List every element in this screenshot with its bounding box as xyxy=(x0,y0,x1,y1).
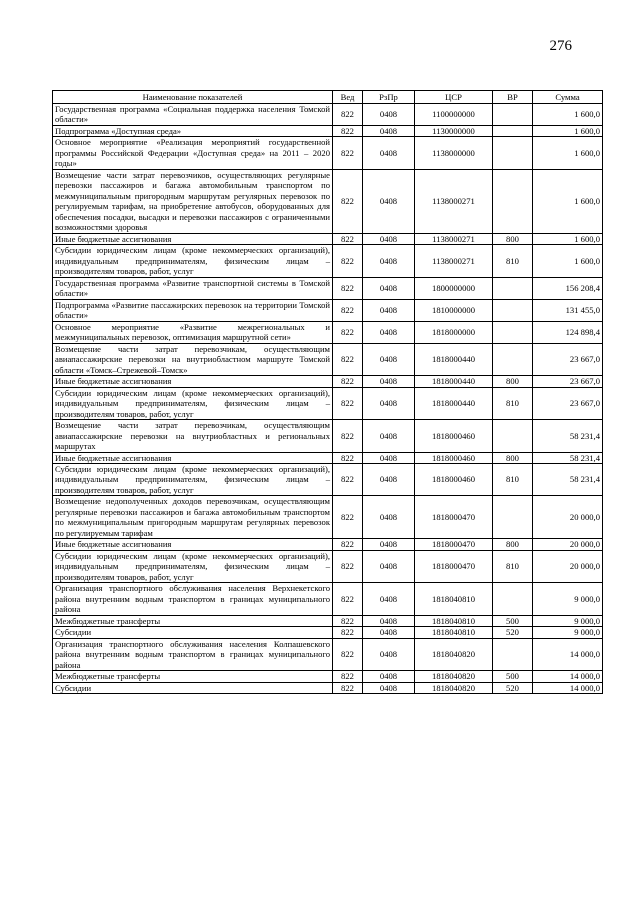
row-rzpr: 0408 xyxy=(363,496,415,539)
row-rzpr: 0408 xyxy=(363,104,415,126)
row-csr: 1810000000 xyxy=(415,299,493,321)
row-csr: 1818000460 xyxy=(415,420,493,452)
row-csr: 1138000271 xyxy=(415,169,493,233)
row-vr xyxy=(493,104,533,126)
row-rzpr: 0408 xyxy=(363,376,415,387)
table-row xyxy=(53,496,603,539)
row-name: Иные бюджетные ассигнования xyxy=(53,233,333,244)
row-vr xyxy=(493,583,533,615)
row-ved: 822 xyxy=(333,104,363,126)
table-row xyxy=(53,671,603,682)
header-sum: Сумма xyxy=(533,91,603,104)
page-number: 276 xyxy=(549,38,572,54)
row-vr: 800 xyxy=(493,452,533,463)
row-rzpr: 0408 xyxy=(363,233,415,244)
row-sum: 1 600,0 xyxy=(533,245,603,277)
row-sum: 156 208,4 xyxy=(533,277,603,299)
row-sum: 1 600,0 xyxy=(533,125,603,136)
row-ved: 822 xyxy=(333,233,363,244)
row-vr xyxy=(493,169,533,233)
row-csr: 1138000000 xyxy=(415,137,493,169)
row-sum: 9 000,0 xyxy=(533,615,603,626)
row-rzpr: 0408 xyxy=(363,137,415,169)
row-ved: 822 xyxy=(333,638,363,670)
row-name: Организация транспортного обслуживания населения Верхнекетского района внутренним водным транспортом в границах муниципального района xyxy=(53,583,333,615)
row-ved: 822 xyxy=(333,321,363,343)
row-vr: 810 xyxy=(493,550,533,582)
row-rzpr: 0408 xyxy=(363,671,415,682)
row-sum: 124 898,4 xyxy=(533,321,603,343)
row-name: Государственная программа «Развитие транспортной системы в Томской области» xyxy=(53,277,333,299)
row-ved: 822 xyxy=(333,387,363,419)
row-ved: 822 xyxy=(333,169,363,233)
table-row xyxy=(53,682,603,693)
row-rzpr: 0408 xyxy=(363,583,415,615)
row-rzpr: 0408 xyxy=(363,615,415,626)
table-row xyxy=(53,627,603,638)
table-row xyxy=(53,233,603,244)
row-csr: 1100000000 xyxy=(415,104,493,126)
row-vr: 800 xyxy=(493,376,533,387)
row-csr: 1138000271 xyxy=(415,245,493,277)
row-sum: 20 000,0 xyxy=(533,539,603,550)
row-rzpr: 0408 xyxy=(363,452,415,463)
row-sum: 1 600,0 xyxy=(533,169,603,233)
table-row xyxy=(53,387,603,419)
row-vr: 520 xyxy=(493,682,533,693)
row-name: Субсидии xyxy=(53,682,333,693)
row-sum: 1 600,0 xyxy=(533,233,603,244)
row-csr: 1818000000 xyxy=(415,321,493,343)
row-vr: 520 xyxy=(493,627,533,638)
row-csr: 1818040820 xyxy=(415,671,493,682)
row-rzpr: 0408 xyxy=(363,321,415,343)
row-ved: 822 xyxy=(333,277,363,299)
row-csr: 1818000460 xyxy=(415,452,493,463)
row-ved: 822 xyxy=(333,671,363,682)
row-csr: 1818000440 xyxy=(415,343,493,375)
row-rzpr: 0408 xyxy=(363,682,415,693)
table-row xyxy=(53,343,603,375)
row-csr: 1800000000 xyxy=(415,277,493,299)
row-ved: 822 xyxy=(333,343,363,375)
row-vr xyxy=(493,638,533,670)
header-name: Наименование показателей xyxy=(53,91,333,104)
row-sum: 23 667,0 xyxy=(533,343,603,375)
header-ved: Вед xyxy=(333,91,363,104)
row-ved: 822 xyxy=(333,376,363,387)
row-name: Субсидии юридическим лицам (кроме некоммерческих организаций), индивидуальным предпринимателям, физическим лицам – производителям товаров, работ, услуг xyxy=(53,387,333,419)
row-rzpr: 0408 xyxy=(363,463,415,495)
row-rzpr: 0408 xyxy=(363,550,415,582)
row-sum: 20 000,0 xyxy=(533,496,603,539)
row-vr xyxy=(493,321,533,343)
row-name: Основное мероприятие «Развитие межрегиональных и межмуниципальных перевозок, оптимизация маршрутной сети» xyxy=(53,321,333,343)
header-csr: ЦСР xyxy=(415,91,493,104)
row-csr: 1130000000 xyxy=(415,125,493,136)
row-name: Иные бюджетные ассигнования xyxy=(53,539,333,550)
row-rzpr: 0408 xyxy=(363,169,415,233)
row-name: Возмещение недополученных доходов перевозчикам, осуществляющим регулярные перевозки пассажиров и багажа автомобильным транспортом по межмуниципальным пригородным маршрутам регулярных перевозок по регулируемым тарифам xyxy=(53,496,333,539)
row-sum: 58 231,4 xyxy=(533,452,603,463)
row-sum: 131 455,0 xyxy=(533,299,603,321)
row-csr: 1818000440 xyxy=(415,387,493,419)
table-row xyxy=(53,137,603,169)
row-sum: 1 600,0 xyxy=(533,137,603,169)
row-vr xyxy=(493,420,533,452)
table-header-row xyxy=(53,91,603,104)
row-vr xyxy=(493,496,533,539)
table-row xyxy=(53,299,603,321)
row-vr: 800 xyxy=(493,233,533,244)
row-rzpr: 0408 xyxy=(363,638,415,670)
row-ved: 822 xyxy=(333,137,363,169)
row-ved: 822 xyxy=(333,682,363,693)
row-name: Иные бюджетные ассигнования xyxy=(53,452,333,463)
row-vr xyxy=(493,137,533,169)
row-vr xyxy=(493,343,533,375)
row-ved: 822 xyxy=(333,463,363,495)
table-row xyxy=(53,169,603,233)
table-row xyxy=(53,104,603,126)
table-row xyxy=(53,583,603,615)
row-csr: 1818040810 xyxy=(415,615,493,626)
row-csr: 1818000470 xyxy=(415,550,493,582)
row-ved: 822 xyxy=(333,550,363,582)
row-name: Возмещение части затрат перевозчикам, осуществляющим авиапассажирские перевозки на внутриобластных и региональных маршрутах xyxy=(53,420,333,452)
row-name: Подпрограмма «Доступная среда» xyxy=(53,125,333,136)
row-rzpr: 0408 xyxy=(363,125,415,136)
header-rzpr: РзПр xyxy=(363,91,415,104)
row-ved: 822 xyxy=(333,496,363,539)
table-row xyxy=(53,277,603,299)
row-rzpr: 0408 xyxy=(363,299,415,321)
row-ved: 822 xyxy=(333,125,363,136)
row-name: Субсидии юридическим лицам (кроме некоммерческих организаций), индивидуальным предпринимателям, физическим лицам – производителям товаров, работ, услуг xyxy=(53,463,333,495)
row-name: Субсидии xyxy=(53,627,333,638)
row-vr xyxy=(493,299,533,321)
row-sum: 9 000,0 xyxy=(533,583,603,615)
row-csr: 1818000470 xyxy=(415,496,493,539)
table-row xyxy=(53,550,603,582)
row-sum: 23 667,0 xyxy=(533,387,603,419)
row-name: Основное мероприятие «Реализация мероприятий государственной программы Российской Федерации «Доступная среда» на 2011 – 2020 годы» xyxy=(53,137,333,169)
table-row xyxy=(53,615,603,626)
header-vr: ВР xyxy=(493,91,533,104)
row-rzpr: 0408 xyxy=(363,343,415,375)
table-row xyxy=(53,376,603,387)
row-name: Возмещение части затрат перевозчиков, осуществляющих регулярные перевозки пассажиров и багажа автомобильным транспортом по межмуниципальным пригородным маршрутам регулярных перевозок по регулируемым тарифам, на приобретение автобусов, оборудованных для обеспечения посадки, высадки и перевозки пассажиров с ограниченными возможностями здоровья xyxy=(53,169,333,233)
row-sum: 9 000,0 xyxy=(533,627,603,638)
row-vr: 800 xyxy=(493,539,533,550)
row-csr: 1818000460 xyxy=(415,463,493,495)
budget-table xyxy=(52,90,603,694)
row-ved: 822 xyxy=(333,245,363,277)
table-row xyxy=(53,321,603,343)
row-csr: 1818040810 xyxy=(415,627,493,638)
row-ved: 822 xyxy=(333,583,363,615)
row-ved: 822 xyxy=(333,452,363,463)
row-rzpr: 0408 xyxy=(363,420,415,452)
table-row xyxy=(53,420,603,452)
row-csr: 1818000440 xyxy=(415,376,493,387)
row-ved: 822 xyxy=(333,615,363,626)
row-name: Субсидии юридическим лицам (кроме некоммерческих организаций), индивидуальным предпринимателям, физическим лицам – производителям товаров, работ, услуг xyxy=(53,245,333,277)
row-sum: 20 000,0 xyxy=(533,550,603,582)
table-row xyxy=(53,463,603,495)
row-rzpr: 0408 xyxy=(363,627,415,638)
table-row xyxy=(53,638,603,670)
row-csr: 1818040810 xyxy=(415,583,493,615)
row-name: Возмещение части затрат перевозчикам, осуществляющим авиапассажирские перевозки на внутриобластном маршруте Томской области «Томск–Стрежевой–Томск» xyxy=(53,343,333,375)
row-csr: 1138000271 xyxy=(415,233,493,244)
row-sum: 1 600,0 xyxy=(533,104,603,126)
row-csr: 1818040820 xyxy=(415,638,493,670)
row-vr: 810 xyxy=(493,387,533,419)
table-row xyxy=(53,452,603,463)
row-ved: 822 xyxy=(333,539,363,550)
table-row xyxy=(53,245,603,277)
table-row xyxy=(53,125,603,136)
row-vr: 500 xyxy=(493,671,533,682)
row-ved: 822 xyxy=(333,420,363,452)
row-ved: 822 xyxy=(333,299,363,321)
row-sum: 23 667,0 xyxy=(533,376,603,387)
row-name: Подпрограмма «Развитие пассажирских перевозок на территории Томской области» xyxy=(53,299,333,321)
row-vr: 500 xyxy=(493,615,533,626)
row-vr: 810 xyxy=(493,463,533,495)
row-name: Государственная программа «Социальная поддержка населения Томской области» xyxy=(53,104,333,126)
row-csr: 1818040820 xyxy=(415,682,493,693)
row-rzpr: 0408 xyxy=(363,539,415,550)
row-vr xyxy=(493,125,533,136)
row-ved: 822 xyxy=(333,627,363,638)
row-vr xyxy=(493,277,533,299)
row-name: Организация транспортного обслуживания населения Колпашевского района внутренним водным транспортом в границах муниципального района xyxy=(53,638,333,670)
row-sum: 58 231,4 xyxy=(533,420,603,452)
row-rzpr: 0408 xyxy=(363,245,415,277)
row-rzpr: 0408 xyxy=(363,387,415,419)
row-name: Иные бюджетные ассигнования xyxy=(53,376,333,387)
row-sum: 14 000,0 xyxy=(533,638,603,670)
row-sum: 14 000,0 xyxy=(533,682,603,693)
row-name: Межбюджетные трансферты xyxy=(53,671,333,682)
table-row xyxy=(53,539,603,550)
row-vr: 810 xyxy=(493,245,533,277)
row-name: Межбюджетные трансферты xyxy=(53,615,333,626)
row-sum: 58 231,4 xyxy=(533,463,603,495)
row-csr: 1818000470 xyxy=(415,539,493,550)
row-name: Субсидии юридическим лицам (кроме некоммерческих организаций), индивидуальным предпринимателям, физическим лицам – производителям товаров, работ, услуг xyxy=(53,550,333,582)
row-rzpr: 0408 xyxy=(363,277,415,299)
row-sum: 14 000,0 xyxy=(533,671,603,682)
